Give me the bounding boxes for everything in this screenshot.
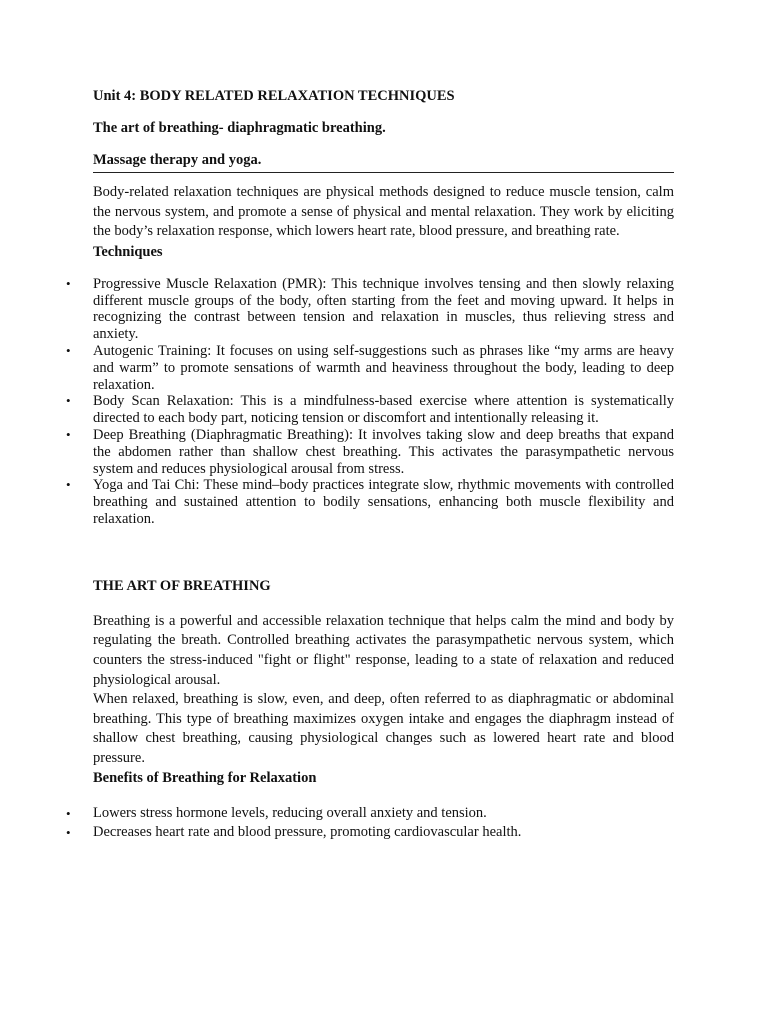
subtitle-massage: Massage therapy and yoga. [93,150,674,173]
unit-title: Unit 4: BODY RELATED RELAXATION TECHNIQUES [93,88,455,104]
document-page [66,86,674,842]
benefits-list [66,804,674,842]
list-item-text: Decreases heart rate and blood pressure, promoting cardiovascular health. [93,824,522,841]
intro-paragraph: Body-related relaxation techniques are physical methods designed to reduce muscle tension, calm the nervous system, and promote a sense of physical and mental relaxation. They work by eliciting the body’s relaxation response, which lowers heart rate, blood pressure, and breathing rate. [93,184,674,240]
list-item [66,393,674,427]
list-item-text: Yoga and Tai Chi: These mind–body practices integrate slow, rhythmic movements with controlled breathing and sustained attention to bodily sensations, enhancing both muscle flexibility and relaxation. [93,477,674,527]
list-item-text: Lowers stress hormone levels, reducing overall anxiety and tension. [93,805,487,822]
art-of-breathing-heading: THE ART OF BREATHING [93,577,271,594]
list-item-text: Autogenic Training: It focuses on using self-suggestions such as phrases like “my arms are heavy and warm” to promote sensations of warmth and heaviness throughout the body, leading to deep relaxation. [93,342,674,393]
list-item [66,477,674,527]
breathing-paragraph-2: When relaxed, breathing is slow, even, and deep, often referred to as diaphragmatic or abdominal breathing. This type of breathing maximizes oxygen intake and engages the diaphragm instead of shallow chest breathing, causing physiological changes such as lowered heart rate and blood pressure. [93,691,674,766]
list-item [66,426,674,477]
list-item [66,275,674,343]
bullet-icon: • [66,426,71,442]
bullet-icon: • [66,342,71,358]
bullet-icon: • [66,825,71,841]
bullet-icon: • [66,806,71,822]
list-item [66,342,674,393]
list-item-text: Progressive Muscle Relaxation (PMR): This technique involves tensing and then slowly relaxing different muscle groups of the body, often starting from the feet and moving upward. It helps in recognizing the contrast between tension and relaxation in muscles, thus relieving stress and anxiety. [93,275,674,343]
list-item-text: Body Scan Relaxation: This is a mindfulness-based exercise where attention is systematically directed to each body part, noticing tension or discomfort and intentionally releasing it. [93,393,674,427]
subtitle-breathing: The art of breathing- diaphragmatic breathing. [93,120,386,136]
techniques-list [66,275,674,528]
benefits-heading: Benefits of Breathing for Relaxation [93,770,317,787]
list-item-text: Deep Breathing (Diaphragmatic Breathing): It involves taking slow and deep breaths that expand the abdomen rather than shallow chest breathing. This activates the parasympathetic nervous system and reduces physiological arousal from stress. [93,426,674,477]
breathing-paragraph-1: Breathing is a powerful and accessible relaxation technique that helps calm the mind and body by regulating the breath. Controlled breathing activates the parasympathetic nervous system, which counters the stress-induced "fight or flight" response, leading to a state of relaxation and reduced physiological arousal. [93,612,674,688]
bullet-icon: • [66,393,71,409]
bullet-icon: • [66,477,71,493]
list-item [66,804,674,823]
bullet-icon: • [66,275,71,291]
list-item [66,823,674,842]
techniques-heading: Techniques [93,243,163,260]
